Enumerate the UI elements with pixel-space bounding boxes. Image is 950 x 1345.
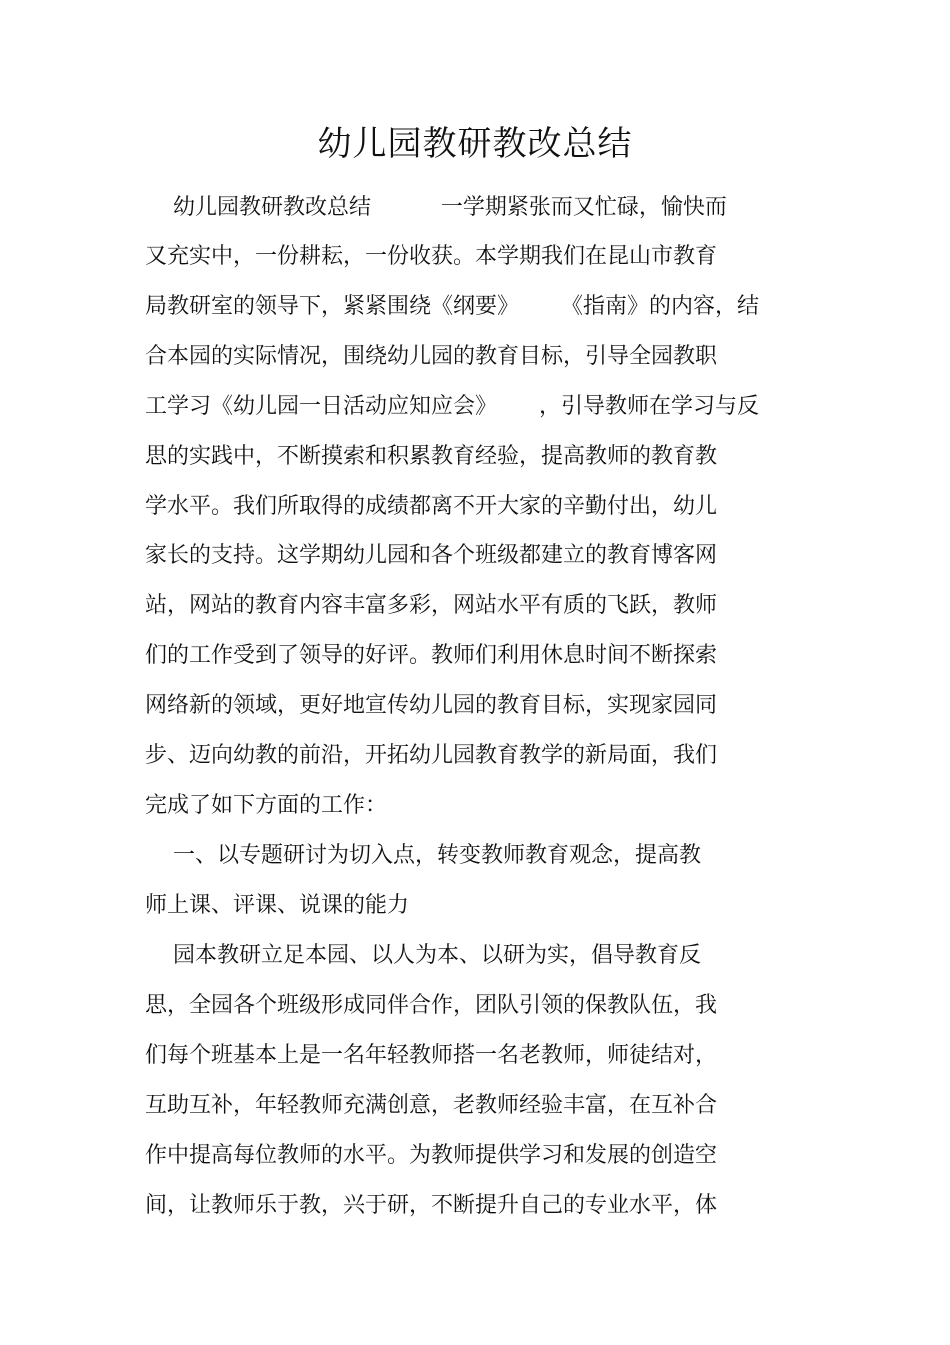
body-line: 思的实践中，不断摸索和积累教育经验，提高教师的教育教: [145, 444, 718, 469]
body-line: 互助互补，年轻教师充满创意，老教师经验丰富，在互补合: [145, 1093, 718, 1118]
body-line: 步、迈向幼教的前沿，开拓幼儿园教育教学的新局面，我们: [145, 743, 718, 768]
body-line: 局教研室的领导下，紧紧围绕《纲要》 《指南》的内容，结: [145, 294, 759, 319]
body-line: 网络新的领域，更好地宣传幼儿园的教育目标，实现家园同: [145, 693, 718, 718]
body-line: 思，全园各个班级形成同伴合作，团队引领的保教队伍，我: [145, 993, 718, 1018]
body-line: 间，让教师乐于教，兴于研，不断提升自己的专业水平，体: [145, 1193, 718, 1218]
body-line: 们的工作受到了领导的好评。教师们利用休息时间不断探索: [145, 643, 718, 668]
body-line: 完成了如下方面的工作：: [145, 793, 388, 818]
document-title: 幼儿园教研教改总结: [317, 124, 633, 164]
body-line: 站，网站的教育内容丰富多彩，网站水平有质的飞跃，教师: [145, 593, 718, 618]
body-line: 又充实中，一份耕耘，一份收获。本学期我们在昆山市教育: [145, 244, 718, 269]
body-line: 学水平。我们所取得的成绩都离不开大家的辛勤付出，幼儿: [145, 494, 718, 519]
section-heading: 师上课、评课、说课的能力: [145, 893, 410, 918]
section-heading: 一、以专题研讨为切入点，转变教师教育观念，提高教: [145, 843, 701, 868]
body-line: 幼儿园教研教改总结 一学期紧张而又忙碌，愉快而: [145, 195, 727, 220]
body-line: 工学习《幼儿园一日活动应知应会》 ，引导教师在学习与反: [145, 394, 759, 419]
body-line: 家长的支持。这学期幼儿园和各个班级都建立的教育博客网: [145, 543, 718, 568]
body-line: 们每个班基本上是一名年轻教师搭一名老教师，师徒结对，: [145, 1043, 718, 1068]
body-line: 作中提高每位教师的水平。为教师提供学习和发展的创造空: [145, 1143, 718, 1168]
body-line: 合本园的实际情况，围绕幼儿园的教育目标，引导全园教职: [145, 344, 718, 369]
body-line: 园本教研立足本园、以人为本、以研为实，倡导教育反: [145, 943, 701, 968]
